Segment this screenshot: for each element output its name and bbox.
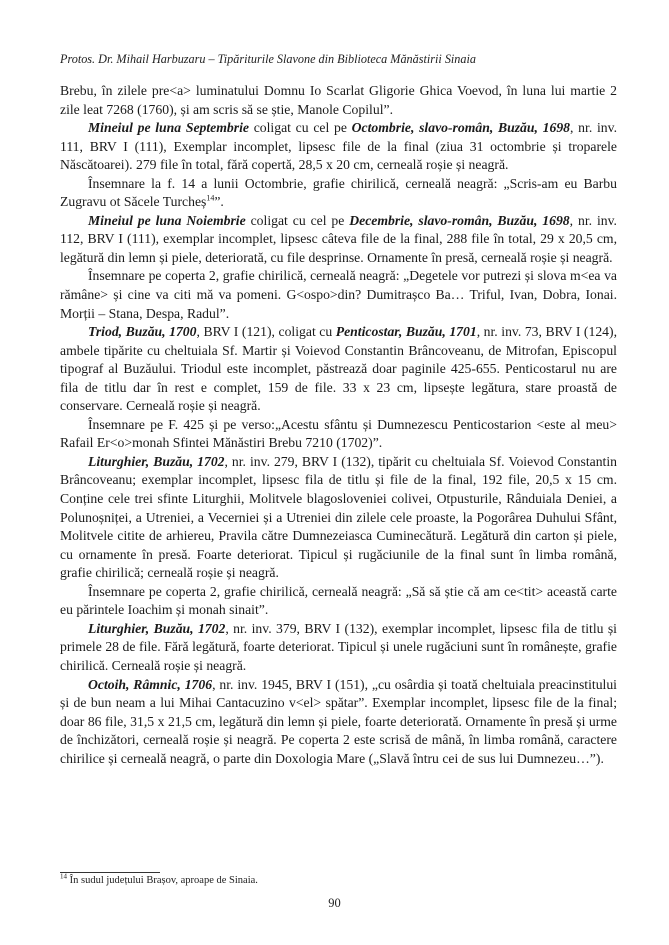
book-title: Octoih, Râmnic, 1706 (88, 676, 213, 692)
book-title: Mineiul pe luna Noiembrie (88, 212, 246, 228)
paragraph (60, 119, 617, 175)
paragraph-text: ”. (214, 194, 224, 210)
footnote (60, 872, 620, 886)
paragraph-text: Însemnare la f. 14 a lunii Octombrie, grafie chirilică, cerneală neagră: „Scris-am eu Barbu Zugravu ot Săcele Turcheș (60, 175, 617, 210)
paragraph-text: Însemnare pe coperta 2, grafie chirilică, cerneală neagră: „Degetele vor putrezi și slova m<ea va rămâne> și cine va citi mă va pomeni. G<ospo>din? Dumitrașco Ba… Triful, Ivan, Dobra, Ionai. Morții – Stana, Despa, Radul”. (60, 268, 617, 321)
book-title: Octombrie, slavo-român, Buzău, 1698 (351, 120, 571, 136)
body-text (60, 82, 617, 768)
paragraph (60, 175, 617, 212)
footnote-number: 14 (60, 872, 67, 881)
paragraph (60, 620, 617, 676)
footnote-text: În sudul județului Brașov, aproape de Sinaia. (69, 875, 258, 886)
paragraph-text: coligat cu cel pe (245, 212, 350, 228)
paragraph-text: , BRV I (121), coligat cu (196, 324, 336, 340)
paragraph-text: coligat cu cel pe (248, 120, 352, 136)
paragraph-text: , nr. inv. 111, BRV I (111), Exemplar incomplet, lipsesc file de la final (ziua 31 octombrie și troparele Născătoarei). 279 file în total, fără copertă, 28,5 x 20 cm, cerneală roșie și neagră. (60, 120, 617, 173)
running-header: Protos. Dr. Mihail Harbuzaru – Tipăriturile Slavone din Biblioteca Mănăstirii Sinaia (60, 52, 476, 66)
paragraph (60, 212, 617, 268)
paragraph (60, 416, 617, 453)
book-title: Liturghier, Buzău, 1702 (88, 620, 226, 636)
paragraph (60, 676, 617, 769)
paragraph (60, 453, 617, 583)
paragraph-text: , nr. inv. 379, BRV I (132), exemplar incomplet, lipsesc fila de titlu și primele 28 de file. Fără legătură, foarte deteriorat. Tipicul și unele rugăciuni sunt în românește, grafie chirilică. Cerneală roșie și neagră. (60, 620, 617, 673)
paragraph-text: , nr. inv. 279, BRV I (132), tipărit cu cheltuiala Sf. Voievod Constantin Brâncoveanu; exemplar incomplet, lipsesc fila de titlu și file de la final, 192 file, 20,5 x 15 cm. Conține cele trei sfinte Liturghii, Molitvele blagosloveniei colivei, Otpusturile, Rânduiala Deniei, a Polunoșniței, a Utreniei, a Vecerniei și a Utreniei din zilele cele proaste, la Pogorârea Duhului Sfânt, Molitvele citite de arhiereu, Pravila către Dumnezeiasca Cuminecătură. Legătură din carton și piele, cu ornamente în presă. Foarte deteriorat. Tipicul și rugăciunile de la final sunt în limba română, grafie chirilică; cerneală roșie și neagră. (60, 453, 617, 581)
paragraph-text: , nr. inv. 1945, BRV I (151), „cu osârdia și toată cheltuiala preacinstitului și de bun neam a lui Mihai Cantacuzino v<el> spătar”. Exemplar incomplet, lipsesc file de la final; doar 86 file, 31,5 x 21,5 cm, legătură din lemn și piele, foarte deteriorată. Ornamente în presă și urme de închizători, cerneală roșie și neagră. Pe coperta 2 este scrisă de mână, în limba română, caractere chirilice și cerneală neagră, o parte din Doxologia Mare („Slavă întru cei de sus lui Dumnezeu…”). (60, 676, 617, 766)
footnote-ref: 14 (206, 193, 215, 203)
page-number: 90 (328, 896, 341, 910)
paragraph-text: , nr. inv. 73, BRV I (124), ambele tipărite cu cheltuiala Sf. Martir și Voievod Constantin Brâncoveanu, de Mitrofan, Episcopul tipograf al Buzăului. Triodul este incomplet, păstrează doar paginile 425-655. Penticostarul nu are fila de titlu dar în rest e complet, 159 de file. 33 x 23 cm, lipsește legătura, stare proastă de conservare. Cerneală roșie și neagră. (60, 324, 617, 414)
book-title: Decembrie, slavo-român, Buzău, 1698 (349, 212, 570, 228)
book-title: Triod, Buzău, 1700 (88, 324, 197, 340)
paragraph-text: , nr. inv. 112, BRV I (111), exemplar incomplet, lipsesc câteva file de la final, 288 file în total, 29 x 20,5 cm, legătură din lemn și piele, deteriorată, cu file desprinse. Ornamente în presă, cerneală roșie și neagră. (60, 212, 617, 265)
paragraph (60, 82, 617, 119)
paragraph-text: Însemnare pe F. 425 și pe verso:„Acestu sfântu și Dumnezescu Penticostarion <este al meu> Rafail Er<o>monah Sfintei Mănăstiri Brebu 7210 (1702)”. (60, 416, 617, 451)
footnote-separator (60, 872, 160, 873)
paragraph-text: Brebu, în zilele pre<a> luminatului Domnu Io Scarlat Gligorie Ghica Voevod, în luna lui martie 2 zile leat 7268 (1760), și am scris să se știe, Manole Copilul”. (60, 83, 617, 117)
paragraph-text: Însemnare pe coperta 2, grafie chirilică, cerneală neagră: „Să să știe că am ce<tit> această carte eu părintele Ioachim și monah sinait”. (60, 583, 617, 618)
paragraph (60, 267, 617, 323)
paragraph (60, 583, 617, 620)
book-title: Mineiul pe luna Septembrie (88, 120, 249, 136)
book-title: Penticostar, Buzău, 1701 (335, 324, 477, 340)
book-title: Liturghier, Buzău, 1702 (88, 453, 225, 469)
paragraph (60, 323, 617, 416)
